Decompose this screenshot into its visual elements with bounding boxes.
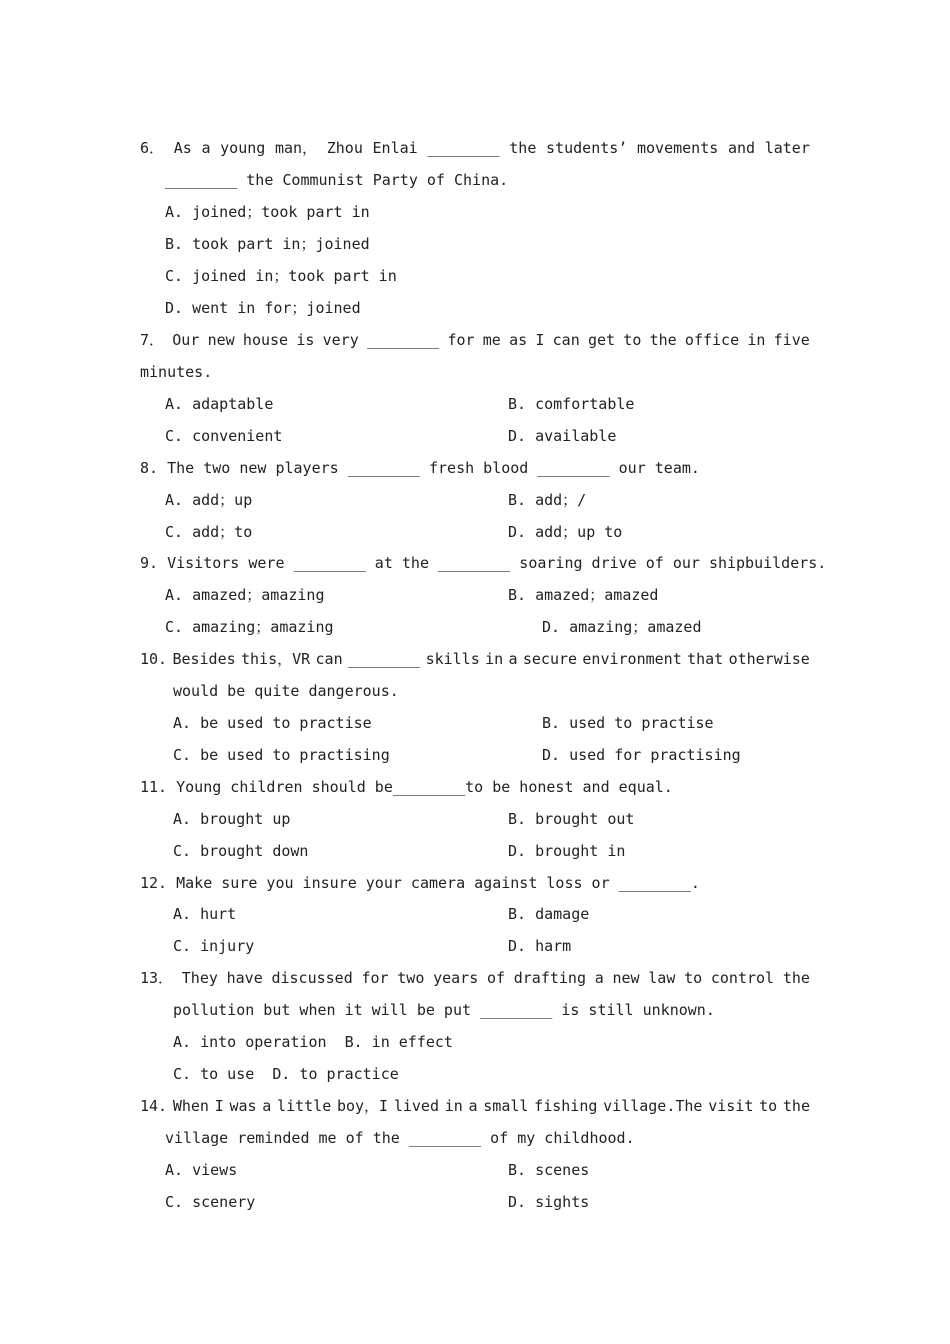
q7-word: for (447, 331, 475, 349)
q14-word: fishing (534, 1097, 598, 1115)
q13-word: law (648, 969, 676, 987)
q6-word: later (764, 139, 810, 157)
q12-option-b: B. damage (508, 905, 590, 923)
q10-option-a: A. be used to practise (173, 714, 372, 732)
question-14-line1 (140, 1090, 810, 1122)
q7-word: very (322, 331, 359, 349)
q13-word: They (181, 969, 218, 987)
q10-word: skills (425, 650, 480, 668)
q6-word: Zhou (326, 139, 363, 157)
q7-option-b: B. comfortable (508, 395, 635, 413)
question-14-line2: village reminded me of the ________ of my childhood. (165, 1129, 635, 1147)
q10-word: in (485, 650, 504, 668)
q13-word: to (684, 969, 703, 987)
q7-word: office (684, 331, 740, 349)
question-10-line2: would be quite dangerous. (173, 682, 399, 700)
q14-word: small (483, 1097, 529, 1115)
q11-option-c: C. brought down (173, 842, 309, 860)
q13-word: two (397, 969, 425, 987)
q13-word: of (486, 969, 506, 987)
q10-word: Besides (172, 650, 236, 668)
q14-word: I (214, 1097, 224, 1115)
q9-option-d: D. amazing；amazed (542, 618, 702, 636)
q14-word: visit (708, 1097, 754, 1115)
q7-blank: ________ (366, 331, 440, 349)
q13-options-cd: C. to use D. to practice (173, 1065, 399, 1083)
q6-word: movements (637, 139, 719, 157)
q12-option-d: D. harm (508, 937, 572, 955)
q9-option-c: C. amazing；amazing (165, 618, 334, 636)
q10-word: otherwise (728, 650, 810, 668)
q10-word: can (315, 650, 343, 668)
q7-word: Our (172, 331, 200, 349)
q13-word: new (612, 969, 640, 987)
q6-option-c: C. joined in；took part in (165, 267, 397, 285)
q7-word: 7． (140, 331, 165, 349)
q6-option-b: B. took part in；joined (165, 235, 370, 253)
question-9-line1: 9. Visitors were ________ at the ________ soaring drive of our shipbuilders. (140, 554, 827, 572)
q8-option-c: C. add；to (165, 523, 253, 541)
q14-word: to (759, 1097, 778, 1115)
q14-option-a: A. views (165, 1161, 238, 1179)
q8-option-a: A. add；up (165, 491, 253, 509)
q8-option-d: D. add；up to (508, 523, 623, 541)
q14-word: village.The (603, 1097, 703, 1115)
q10-option-b: B. used to practise (542, 714, 714, 732)
q12-option-a: A. hurt (173, 905, 237, 923)
q14-word: the (782, 1097, 810, 1115)
q7-word: me (482, 331, 501, 349)
q7-word: I (535, 331, 545, 349)
question-10-line1 (140, 643, 810, 675)
q7-word: can (552, 331, 580, 349)
q13-word: have (226, 969, 263, 987)
q7-word: five (773, 331, 810, 349)
q13-word: for (361, 969, 389, 987)
q10-word: a (508, 650, 518, 668)
q6-blank: ________ (427, 139, 500, 157)
q6-word: As (173, 139, 192, 157)
q14-word: was (229, 1097, 257, 1115)
q6-word: 6． (140, 139, 165, 157)
q13-word: discussed (271, 969, 353, 987)
q10-blank: ________ (347, 650, 421, 668)
q7-word: in (747, 331, 766, 349)
q14-word: boy，I (336, 1097, 389, 1115)
q6-word: young (220, 139, 266, 157)
q7-word: house (242, 331, 289, 349)
q14-word: When (172, 1097, 209, 1115)
q6-word: man， (274, 139, 318, 157)
q6-word: and (727, 139, 756, 157)
q14-word: lived (393, 1097, 439, 1115)
q7-option-d: D. available (508, 427, 617, 445)
q6-word: Enlai (372, 139, 418, 157)
q6-option-a: A. joined；took part in (165, 203, 370, 221)
q6-word: students’ (546, 139, 628, 157)
q7-option-c: C. convenient (165, 427, 283, 445)
q11-option-a: A. brought up (173, 810, 291, 828)
q10-word: 10. (140, 650, 168, 668)
q7-word: the (649, 331, 677, 349)
q14-word: a (262, 1097, 272, 1115)
question-8-line1: 8. The two new players ________ fresh blood ________ our team. (140, 459, 700, 477)
q6-word: the (509, 139, 537, 157)
q7-word: to (623, 331, 642, 349)
question-6-line1 (140, 132, 810, 164)
q13-word: a (594, 969, 604, 987)
q8-option-b: B. add；/ (508, 491, 587, 509)
q13-word: drafting (513, 969, 586, 987)
q14-word: in (444, 1097, 463, 1115)
q10-word: environment (582, 650, 682, 668)
q10-word: that (687, 650, 724, 668)
q7-word: new (207, 331, 235, 349)
question-7-line1 (140, 324, 810, 356)
q11-option-d: D. brought in (508, 842, 626, 860)
q13-word: the (782, 969, 810, 987)
question-13-line2: pollution but when it will be put ________ is still unknown. (173, 1001, 715, 1019)
q9-option-b: B. amazed；amazed (508, 586, 659, 604)
q12-option-c: C. injury (173, 937, 255, 955)
question-7-line2: minutes. (140, 363, 213, 381)
q9-option-a: A. amazed；amazing (165, 586, 325, 604)
q10-option-d: D. used for practising (542, 746, 741, 764)
q14-option-d: D. sights (508, 1193, 590, 1211)
q10-option-c: C. be used to practising (173, 746, 390, 764)
q14-word: little (277, 1097, 332, 1115)
q14-word: a (468, 1097, 478, 1115)
q7-word: get (587, 331, 616, 349)
q13-options-ab: A. into operation B. in effect (173, 1033, 453, 1051)
q14-word: 14. (140, 1097, 168, 1115)
q7-option-a: A. adaptable (165, 395, 274, 413)
q10-word: secure (522, 650, 578, 668)
q13-word: 13． (140, 969, 174, 987)
question-11-line1: 11. Young children should be________to be honest and equal. (140, 778, 673, 796)
q6-word: a (201, 139, 211, 157)
q7-word: as (509, 331, 528, 349)
q7-word: is (296, 331, 315, 349)
q13-word: years (433, 969, 479, 987)
q10-word: this，VR (241, 650, 311, 668)
q6-option-d: D. went in for；joined (165, 299, 361, 317)
q14-option-b: B. scenes (508, 1161, 590, 1179)
q11-option-b: B. brought out (508, 810, 635, 828)
question-13-line1 (140, 962, 810, 994)
q14-option-c: C. scenery (165, 1193, 256, 1211)
q13-word: control (710, 969, 775, 987)
question-12-line1: 12. Make sure you insure your camera against loss or ________. (140, 874, 700, 892)
question-6-line2: ________ the Communist Party of China. (165, 171, 509, 189)
